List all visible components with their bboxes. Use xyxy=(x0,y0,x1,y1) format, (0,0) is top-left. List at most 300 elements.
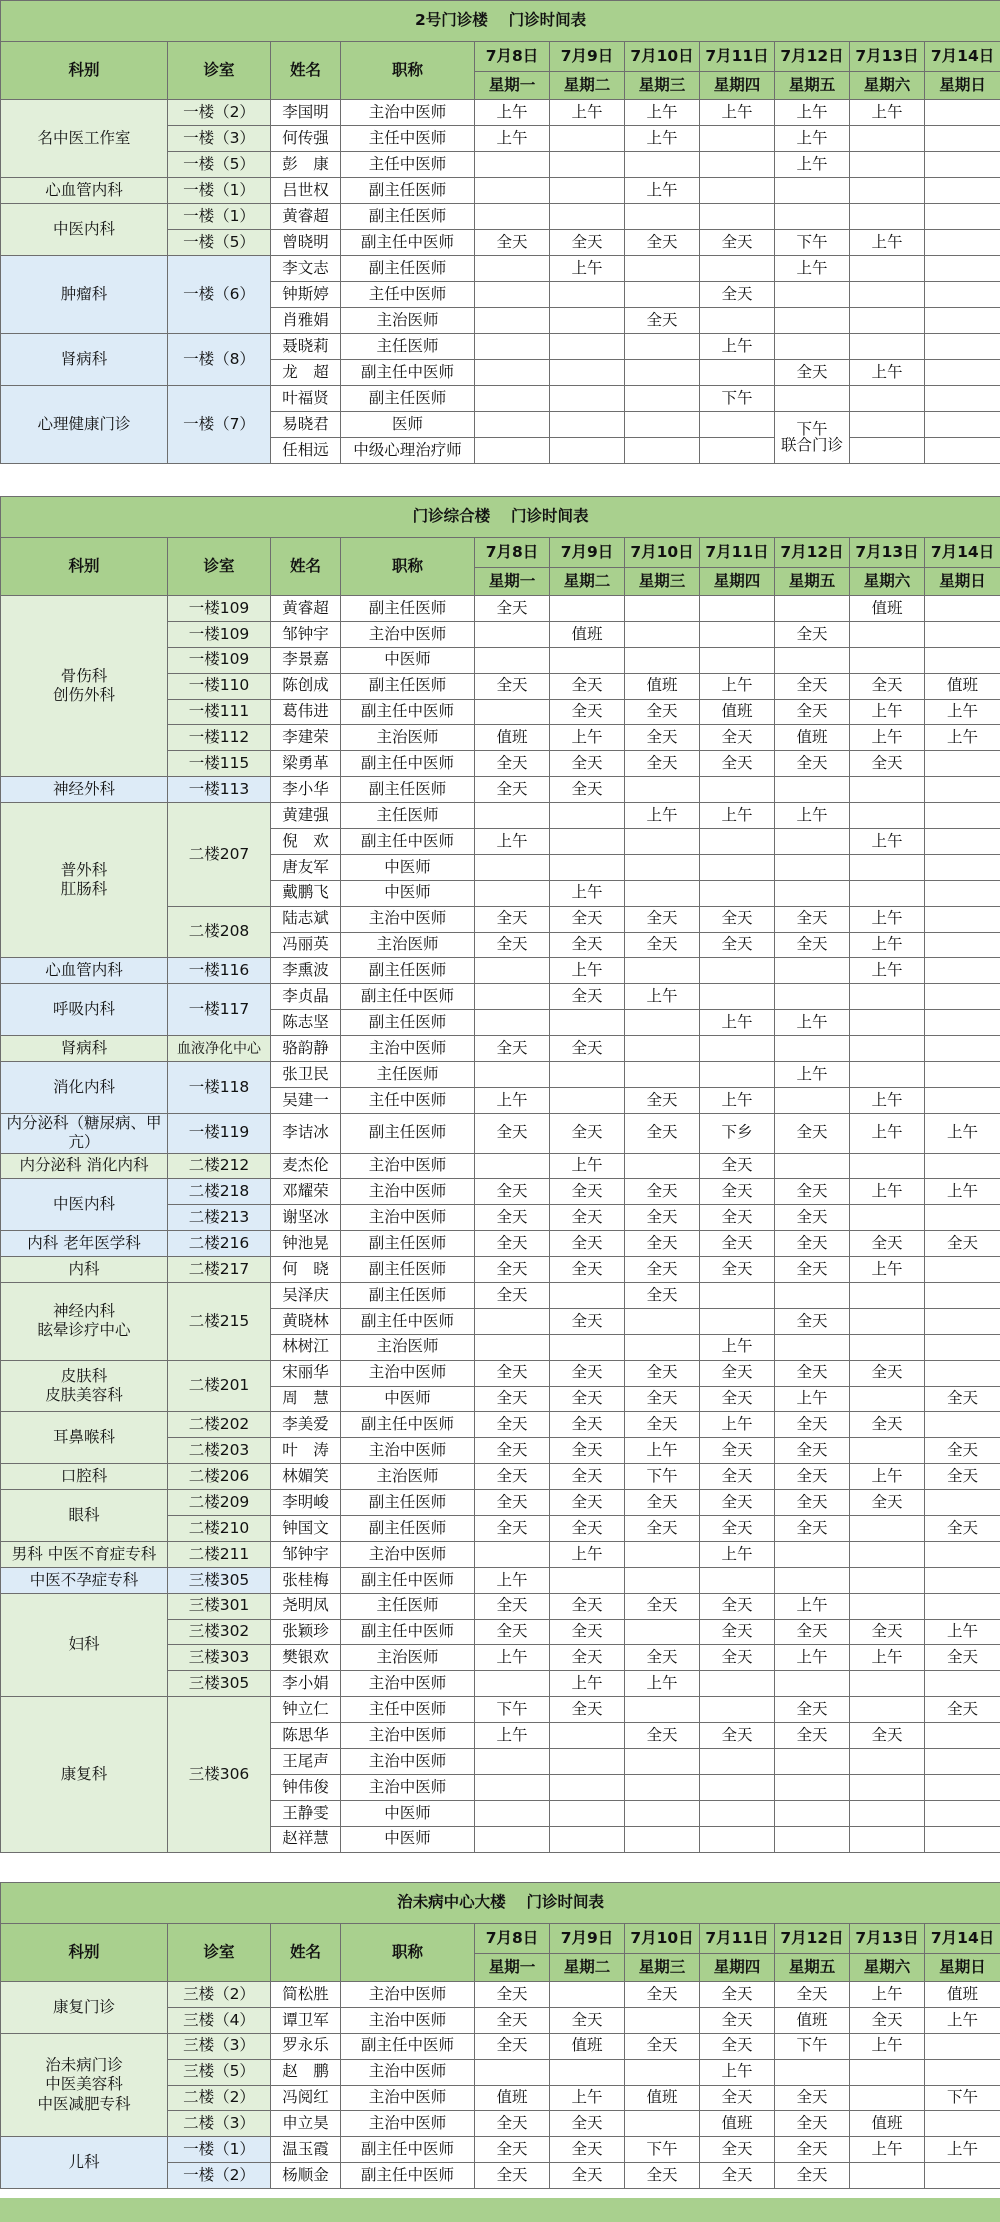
schedule-cell: 上午 xyxy=(550,100,625,126)
doctor-name: 倪 欢 xyxy=(271,829,341,855)
schedule-cell: 全天 xyxy=(775,1360,850,1386)
doctor-name: 林树江 xyxy=(271,1334,341,1360)
schedule-cell: 全天 xyxy=(550,777,625,803)
doctor-name: 聂晓莉 xyxy=(271,334,341,360)
table-row xyxy=(1,1113,1000,1153)
schedule-cell xyxy=(475,958,550,984)
department-name: 男科 中医不育症专科 xyxy=(11,1544,157,1563)
schedule-cell xyxy=(775,1671,850,1697)
table-row xyxy=(1,256,1000,282)
header-weekday: 星期一 xyxy=(475,568,550,596)
schedule-cell: 上午 xyxy=(475,1567,550,1593)
header-name: 姓名 xyxy=(271,1924,341,1982)
schedule-cell: 值班 xyxy=(850,2111,925,2137)
schedule-cell xyxy=(775,1283,850,1309)
doctor-title: 主治中医师 xyxy=(341,1723,475,1749)
doctor-name: 周 慧 xyxy=(271,1386,341,1412)
header-date: 7月12日 xyxy=(775,538,850,568)
schedule-cell: 全天 xyxy=(775,360,850,386)
header-room: 诊室 xyxy=(168,538,271,596)
schedule-cell: 全天 xyxy=(925,1438,1000,1464)
schedule-cell xyxy=(625,1826,700,1852)
schedule-cell xyxy=(850,334,925,360)
schedule-cell: 上午 xyxy=(850,2137,925,2163)
doctor-name: 叶 涛 xyxy=(271,1438,341,1464)
schedule-cell xyxy=(625,152,700,178)
table-row xyxy=(1,1257,1000,1283)
schedule-cell: 上午 xyxy=(775,803,850,829)
schedule-cell xyxy=(550,1826,625,1852)
doctor-title: 主治中医师 xyxy=(341,1036,475,1062)
schedule-cell xyxy=(625,1800,700,1826)
schedule-cell: 全天 xyxy=(475,1412,550,1438)
schedule-cell xyxy=(700,308,775,334)
schedule-cell xyxy=(775,1153,850,1179)
schedule-cell xyxy=(475,699,550,725)
header-weekday: 星期一 xyxy=(475,72,550,100)
schedule-cell xyxy=(700,1826,775,1852)
doctor-title: 副主任中医师 xyxy=(341,230,475,256)
schedule-cell: 全天 xyxy=(700,2007,775,2033)
schedule-cell: 全天 xyxy=(625,1645,700,1671)
doctor-title: 副主任中医师 xyxy=(341,829,475,855)
schedule-cell: 全天 xyxy=(550,984,625,1010)
room-cell: 一楼117 xyxy=(168,984,271,1036)
department-cell xyxy=(1,1490,168,1542)
schedule-cell xyxy=(925,854,1000,880)
schedule-cell xyxy=(700,880,775,906)
schedule-cell: 上午 xyxy=(850,1257,925,1283)
schedule-cell xyxy=(475,438,550,464)
header-weekday: 星期三 xyxy=(625,568,700,596)
schedule-cell: 全天 xyxy=(550,673,625,699)
schedule-cell xyxy=(550,438,625,464)
schedule-cell xyxy=(925,204,1000,230)
doctor-title: 副主任中医师 xyxy=(341,984,475,1010)
schedule-cell xyxy=(625,854,700,880)
schedule-cell: 全天 xyxy=(925,1516,1000,1542)
schedule-cell: 全天 xyxy=(550,1360,625,1386)
doctor-title: 副主任中医师 xyxy=(341,2163,475,2189)
header-weekday: 星期三 xyxy=(625,1954,700,1982)
schedule-cell xyxy=(775,1541,850,1567)
header-weekday: 星期五 xyxy=(775,72,850,100)
table-row xyxy=(1,1179,1000,1205)
schedule-cell xyxy=(925,2111,1000,2137)
header-date: 7月12日 xyxy=(775,42,850,72)
doctor-name: 赵祥慧 xyxy=(271,1826,341,1852)
schedule-cell xyxy=(775,1036,850,1062)
schedule-cell xyxy=(925,803,1000,829)
header-weekday: 星期二 xyxy=(550,1954,625,1982)
schedule-cell: 全天 xyxy=(850,1412,925,1438)
schedule-cell: 上午 xyxy=(850,1982,925,2008)
schedule-cell xyxy=(850,1826,925,1852)
schedule-cell: 全天 xyxy=(625,751,700,777)
header-date: 7月11日 xyxy=(700,1924,775,1954)
schedule-cell: 全天 xyxy=(625,308,700,334)
schedule-cell: 上午 xyxy=(700,1412,775,1438)
schedule-cell xyxy=(925,386,1000,412)
schedule-cell: 全天 xyxy=(475,1231,550,1257)
schedule-cell: 上午 xyxy=(625,178,700,204)
schedule-cell xyxy=(550,647,625,673)
room-cell: 一楼116 xyxy=(168,958,271,984)
schedule-cell xyxy=(625,438,700,464)
room-cell: 一楼（5） xyxy=(168,152,271,178)
doctor-name: 樊银欢 xyxy=(271,1645,341,1671)
schedule-cell: 上午 xyxy=(550,880,625,906)
schedule-cell xyxy=(625,256,700,282)
department-cell xyxy=(1,1360,168,1412)
schedule-cell: 全天 xyxy=(700,1723,775,1749)
schedule-cell xyxy=(925,880,1000,906)
doctor-name: 葛伟进 xyxy=(271,699,341,725)
room-cell: 二楼202 xyxy=(168,1412,271,1438)
doctor-title: 主治医师 xyxy=(341,308,475,334)
schedule-cell: 全天 xyxy=(625,1113,700,1153)
schedule-cell xyxy=(775,1749,850,1775)
doctor-name: 龙 超 xyxy=(271,360,341,386)
table-row xyxy=(1,2137,1000,2163)
schedule-cell: 全天 xyxy=(700,1593,775,1619)
schedule-cell: 上午 xyxy=(700,1334,775,1360)
schedule-cell xyxy=(925,1205,1000,1231)
doctor-name: 李美爱 xyxy=(271,1412,341,1438)
schedule-cell: 全天 xyxy=(475,2163,550,2189)
table-row xyxy=(1,1062,1000,1088)
schedule-cell: 上午 xyxy=(925,1113,1000,1153)
schedule-cell: 值班 xyxy=(775,725,850,751)
schedule-cell: 上午 xyxy=(850,1087,925,1113)
schedule-cell: 全天 xyxy=(550,2007,625,2033)
header-date: 7月14日 xyxy=(925,1924,1000,1954)
doctor-title: 主治医师 xyxy=(341,1334,475,1360)
schedule-cell xyxy=(625,2007,700,2033)
schedule-cell: 上午 xyxy=(850,1113,925,1153)
table-row xyxy=(1,1593,1000,1619)
doctor-name: 黄晓林 xyxy=(271,1308,341,1334)
schedule-cell xyxy=(850,126,925,152)
schedule-cell xyxy=(850,777,925,803)
doctor-name: 钟国文 xyxy=(271,1516,341,1542)
room-cell: 二楼218 xyxy=(168,1179,271,1205)
doctor-name: 钟伟俊 xyxy=(271,1774,341,1800)
schedule-cell: 全天 xyxy=(700,1982,775,2008)
doctor-title: 副主任医师 xyxy=(341,777,475,803)
room-cell: 一楼（3） xyxy=(168,126,271,152)
schedule-cell xyxy=(925,1062,1000,1088)
doctor-title: 主治中医师 xyxy=(341,906,475,932)
doctor-name: 李景嘉 xyxy=(271,647,341,673)
department-name: 康复科 xyxy=(60,1764,108,1783)
schedule-cell: 下午 xyxy=(475,1697,550,1723)
schedule-cell: 全天 xyxy=(775,1490,850,1516)
doctor-name: 梁勇革 xyxy=(271,751,341,777)
room-cell: 三楼（2） xyxy=(168,1982,271,2008)
department-name: 口腔科 xyxy=(60,1467,108,1485)
department-cell xyxy=(1,1231,168,1257)
schedule-cell: 全天 xyxy=(475,751,550,777)
doctor-title: 副主任医师 xyxy=(341,256,475,282)
schedule-cell: 全天 xyxy=(925,1231,1000,1257)
room-cell: 三楼303 xyxy=(168,1645,271,1671)
schedule-cell xyxy=(550,1087,625,1113)
schedule-cell xyxy=(625,2059,700,2085)
schedule-cell xyxy=(475,1749,550,1775)
schedule-cell xyxy=(700,126,775,152)
schedule-cell: 全天 xyxy=(775,2137,850,2163)
schedule-cell: 上午 xyxy=(925,2137,1000,2163)
schedule-cell: 全天 xyxy=(775,1982,850,2008)
schedule-cell: 全天 xyxy=(700,1153,775,1179)
header-date: 7月14日 xyxy=(925,42,1000,72)
doctor-title: 副主任医师 xyxy=(341,1490,475,1516)
schedule-cell xyxy=(850,1386,925,1412)
doctor-title: 主治中医师 xyxy=(341,1205,475,1231)
schedule-cell: 上午 xyxy=(925,1619,1000,1645)
schedule-cell: 全天 xyxy=(550,2163,625,2189)
header-date: 7月13日 xyxy=(850,538,925,568)
header-weekday: 星期日 xyxy=(925,568,1000,596)
schedule-cell xyxy=(850,1697,925,1723)
schedule-cell: 全天 xyxy=(475,1205,550,1231)
table-row xyxy=(1,204,1000,230)
schedule-cell: 值班 xyxy=(625,673,700,699)
schedule-cell xyxy=(925,2059,1000,2085)
schedule-cell xyxy=(850,1671,925,1697)
schedule-cell: 上午 xyxy=(475,1645,550,1671)
schedule-cell xyxy=(925,230,1000,256)
schedule-cell: 上午 xyxy=(850,100,925,126)
header-date: 7月12日 xyxy=(775,1924,850,1954)
schedule-cell xyxy=(775,596,850,622)
table-row xyxy=(1,1490,1000,1516)
schedule-cell: 全天 xyxy=(775,2111,850,2137)
schedule-cell xyxy=(475,880,550,906)
schedule-cell xyxy=(550,1749,625,1775)
schedule-cell xyxy=(850,412,925,438)
doctor-title: 主治中医师 xyxy=(341,1360,475,1386)
schedule-cell: 全天 xyxy=(475,932,550,958)
schedule-cell xyxy=(475,1774,550,1800)
doctor-name: 宋丽华 xyxy=(271,1360,341,1386)
schedule-cell: 全天 xyxy=(700,2033,775,2059)
schedule-cell xyxy=(550,1567,625,1593)
table-row xyxy=(1,1283,1000,1309)
doctor-name: 温玉霞 xyxy=(271,2137,341,2163)
schedule-cell: 全天 xyxy=(475,2007,550,2033)
room-cell: 一楼（1） xyxy=(168,204,271,230)
doctor-title: 主治中医师 xyxy=(341,1749,475,1775)
schedule-cell xyxy=(775,178,850,204)
schedule-cell xyxy=(625,1153,700,1179)
schedule-cell xyxy=(550,596,625,622)
doctor-title: 主治中医师 xyxy=(341,621,475,647)
department-name: 心血管内科 xyxy=(45,180,123,199)
schedule-cell xyxy=(850,178,925,204)
schedule-cell xyxy=(700,1308,775,1334)
schedule-cell xyxy=(925,282,1000,308)
schedule-cell xyxy=(850,1334,925,1360)
department-name: 肾病科 xyxy=(60,1038,108,1057)
schedule-cell: 全天 xyxy=(700,1645,775,1671)
schedule-cell: 全天 xyxy=(550,932,625,958)
schedule-cell: 上午 xyxy=(700,673,775,699)
department-cell xyxy=(1,178,168,204)
schedule-cell xyxy=(700,596,775,622)
schedule-cell xyxy=(925,1671,1000,1697)
header-weekday: 星期日 xyxy=(925,1954,1000,1982)
department-name: 儿科 xyxy=(68,2153,100,2172)
schedule-cell: 上午 xyxy=(625,984,700,1010)
doctor-title: 副主任医师 xyxy=(341,673,475,699)
schedule-cell: 全天 xyxy=(625,1386,700,1412)
doctor-name: 谢坚冰 xyxy=(271,1205,341,1231)
schedule-cell xyxy=(775,854,850,880)
schedule-cell: 上午 xyxy=(700,803,775,829)
doctor-title: 主治医师 xyxy=(341,725,475,751)
room-cell: 三楼301 xyxy=(168,1593,271,1619)
schedule-cell xyxy=(550,334,625,360)
schedule-cell: 值班 xyxy=(625,2085,700,2111)
schedule-cell: 全天 xyxy=(700,932,775,958)
doctor-name: 吴泽庆 xyxy=(271,1283,341,1309)
room-cell: 一楼118 xyxy=(168,1062,271,1114)
schedule-cell: 上午 xyxy=(775,100,850,126)
schedule-cell: 全天 xyxy=(700,1619,775,1645)
schedule-cell xyxy=(475,308,550,334)
schedule-cell xyxy=(700,1283,775,1309)
schedule-cell xyxy=(625,360,700,386)
schedule-cell: 全天 xyxy=(475,1360,550,1386)
schedule-cell: 全天 xyxy=(700,2085,775,2111)
doctor-title: 中医师 xyxy=(341,1386,475,1412)
schedule-cell xyxy=(925,984,1000,1010)
schedule-cell xyxy=(850,1205,925,1231)
schedule-cell xyxy=(625,412,700,438)
schedule-cell xyxy=(625,334,700,360)
schedule-cell: 值班 xyxy=(700,2111,775,2137)
schedule-cell: 上午 xyxy=(700,1541,775,1567)
schedule-cell: 全天 xyxy=(775,1516,850,1542)
room-cell: 二楼201 xyxy=(168,1360,271,1412)
schedule-cell: 全天 xyxy=(625,1723,700,1749)
schedule-cell xyxy=(925,412,1000,438)
schedule-cell: 全天 xyxy=(475,777,550,803)
schedule-cell: 全天 xyxy=(775,932,850,958)
department-name: 中医不孕症专科 xyxy=(29,1570,139,1589)
schedule-cell xyxy=(475,1062,550,1088)
table-row xyxy=(1,1231,1000,1257)
schedule-cell xyxy=(925,777,1000,803)
schedule-cell: 值班 xyxy=(475,2085,550,2111)
schedule-cell: 上午 xyxy=(775,1386,850,1412)
schedule-cell xyxy=(550,126,625,152)
schedule-cell xyxy=(700,360,775,386)
doctor-name: 吴建一 xyxy=(271,1087,341,1113)
schedule-cell: 全天 xyxy=(475,673,550,699)
doctor-title: 主任医师 xyxy=(341,1593,475,1619)
schedule-cell xyxy=(925,308,1000,334)
schedule-cell: 全天 xyxy=(925,1464,1000,1490)
schedule-cell xyxy=(850,1593,925,1619)
schedule-cell: 全天 xyxy=(475,1386,550,1412)
room-cell: 二楼203 xyxy=(168,1438,271,1464)
schedule-cell xyxy=(850,1567,925,1593)
schedule-cell xyxy=(925,1593,1000,1619)
schedule-cell: 全天 xyxy=(700,906,775,932)
schedule-cell xyxy=(850,984,925,1010)
doctor-name: 陆志斌 xyxy=(271,906,341,932)
schedule-cell: 全天 xyxy=(475,1257,550,1283)
schedule-cell xyxy=(775,1087,850,1113)
schedule-table-building2 xyxy=(0,0,1000,464)
schedule-cell: 上午 xyxy=(475,1723,550,1749)
schedule-cell: 全天 xyxy=(625,1257,700,1283)
doctor-name: 王静雯 xyxy=(271,1800,341,1826)
schedule-cell: 全天 xyxy=(625,1593,700,1619)
schedule-cell xyxy=(925,1010,1000,1036)
room-cell: 二楼207 xyxy=(168,803,271,907)
room-cell: 二楼208 xyxy=(168,906,271,958)
schedule-cell xyxy=(700,1749,775,1775)
schedule-cell: 值班 xyxy=(475,725,550,751)
schedule-cell: 全天 xyxy=(700,1386,775,1412)
schedule-cell: 全天 xyxy=(550,1308,625,1334)
doctor-name: 杨顺金 xyxy=(271,2163,341,2189)
schedule-cell xyxy=(700,256,775,282)
schedule-cell: 上午 xyxy=(850,1464,925,1490)
schedule-cell: 上午 xyxy=(550,2085,625,2111)
department-name: 内分泌科 消化内科 xyxy=(19,1156,149,1175)
schedule-cell xyxy=(850,1153,925,1179)
doctor-name: 李小华 xyxy=(271,777,341,803)
schedule-cell: 全天 xyxy=(850,2007,925,2033)
schedule-cell: 全天 xyxy=(550,1645,625,1671)
schedule-cell xyxy=(700,1697,775,1723)
doctor-title: 主治中医师 xyxy=(341,2059,475,2085)
department-cell xyxy=(1,1567,168,1593)
room-cell: 二楼216 xyxy=(168,1231,271,1257)
schedule-cell xyxy=(925,1153,1000,1179)
schedule-cell xyxy=(700,204,775,230)
schedule-cell: 上午 xyxy=(700,1010,775,1036)
schedule-cell xyxy=(925,126,1000,152)
doctor-name: 李国明 xyxy=(271,100,341,126)
header-dept: 科别 xyxy=(1,42,168,100)
schedule-cell xyxy=(625,777,700,803)
header-date: 7月8日 xyxy=(475,1924,550,1954)
header-date: 7月9日 xyxy=(550,1924,625,1954)
table-row xyxy=(1,803,1000,829)
schedule-cell: 上午 xyxy=(775,152,850,178)
schedule-cell: 全天 xyxy=(550,1412,625,1438)
schedule-cell xyxy=(700,152,775,178)
schedule-cell xyxy=(625,647,700,673)
schedule-cell: 上午 xyxy=(850,1645,925,1671)
schedule-cell xyxy=(475,854,550,880)
schedule-cell: 全天 xyxy=(550,1036,625,1062)
schedule-cell xyxy=(550,1982,625,2008)
department-cell xyxy=(1,1541,168,1567)
table-row xyxy=(1,1360,1000,1386)
department-cell xyxy=(1,204,168,256)
schedule-cell: 全天 xyxy=(550,1438,625,1464)
room-cell: 一楼109 xyxy=(168,596,271,622)
room-cell: 一楼119 xyxy=(168,1113,271,1153)
schedule-cell: 上午 xyxy=(850,699,925,725)
